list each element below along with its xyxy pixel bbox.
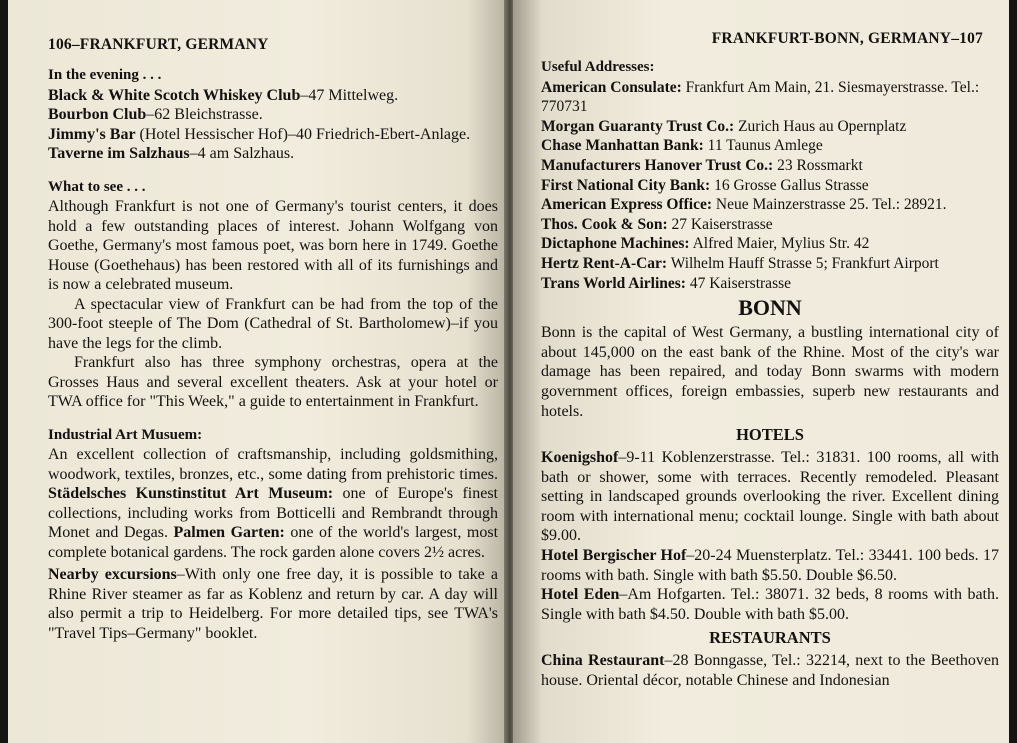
what-to-see-heading: What to see . . . (48, 178, 146, 195)
hotel-entry: Hotel Eden–Am Hofgarten. Tel.: 38071. 32 beds, 8 rooms with bath. Single with bath $4.50. Double with bath $5.00. (541, 586, 1000, 623)
evening-item: Black & White Scotch Whiskey Club–47 Mittelweg. (48, 86, 399, 104)
addresses-heading: Useful Addresses: (541, 59, 655, 75)
address-item: First National City Bank: 16 Grosse Gallus Strasse (541, 176, 869, 194)
address-item: Manufacturers Hanover Trust Co.: 23 Rossmarkt (541, 156, 863, 174)
right-page (513, 0, 1009, 743)
restaurant-entry: China Restaurant–28 Bonngasse, Tel.: 32214, next to the Beethoven house. Oriental décor, notable Chinese and Indonesian (541, 652, 999, 690)
excursions-paragraph: Nearby excursions–With only one free day, it is possible to take a Rhine River steamer as far as Koblenz and return by car. A day will also permit a trip to Heidelberg. For more detailed tips, see TWA's "Travel Tips–Germany" booklet. (48, 566, 498, 642)
address-item: Thos. Cook & Son: 27 Kaiserstrasse (541, 215, 773, 233)
body-paragraph: Although Frankfurt is not one of Germany's tourist centers, it does hold a few outstanding places of interest. Johann Wolfgang von Goethe, Germany's most famous poet, was born here in 1749. Goethe House (Goethehaus) has been restored with all of its furnishings and is now a celebrated museum. (48, 198, 498, 293)
address-item: Hertz Rent-A-Car: Wilhelm Hauff Strasse 5; Frankfurt Airport (541, 254, 939, 272)
evening-item: Jimmy's Bar (Hotel Hessischer Hof)–40 Friedrich-Ebert-Anlage. (48, 125, 471, 143)
hotels-heading: HOTELS (736, 425, 804, 445)
hotel-entry: Hotel Bergischer Hof–20-24 Muensterplatz. Tel.: 33441. 100 beds. 17 rooms with bath. Single with bath $5.50. Double $6.50. (541, 547, 999, 584)
evening-item: Taverne im Salzhaus–4 am Salzhaus. (48, 145, 295, 162)
running-head-right: FRANKFURT-BONN, GERMANY–107 (711, 30, 983, 47)
left-page (8, 0, 506, 743)
address-item: American Consulate: Frankfurt Am Main, 21. Siesmayerstrasse. Tel.: 770731 (541, 78, 980, 116)
address-item: Trans World Airlines: 47 Kaiserstrasse (541, 274, 792, 292)
bonn-heading: BONN (738, 295, 802, 321)
address-item: American Express Office: Neue Mainzerstrasse 25. Tel.: 28921. (541, 196, 947, 214)
bonn-paragraph: Bonn is the capital of West Germany, a bustling international city of about 145,000 on the east bank of the Rhine. Most of the city's war damage has been repaired, and today Bonn swarms with modern government offices, foreign embassies, superb new restaurants and hotels. (541, 324, 999, 420)
restaurants-heading: RESTAURANTS (709, 628, 831, 648)
address-item: Dictaphone Machines: Alfred Maier, Mylius Str. 42 (541, 235, 870, 253)
address-item: Morgan Guaranty Trust Co.: Zurich Haus au Opernplatz (541, 117, 907, 135)
body-paragraph: Frankfurt also has three symphony orchestras, opera at the Grosses Haus and several excellent theaters. Ask at your hotel or TWA office for "This Week," a guide to entertainment in Frankfurt. (48, 354, 498, 410)
body-paragraph: A spectacular view of Frankfurt can be had from the top of the 300-foot steeple of The Dom (Cathedral of St. Bartholomew)–if you have the legs for the climb. (48, 295, 498, 352)
address-item: Chase Manhattan Bank: 11 Taunus Amlege (541, 137, 823, 155)
hotel-entry: Koenigshof–9-11 Koblenzerstrasse. Tel.: 31831. 100 rooms, all with bath or shower, some with terraces. Recently remodeled. Pleasant setting in landscaped grounds overlooking the river. Excellent dining room with international menu; cocktail lounge. Single with bath about $9.00. (541, 449, 999, 545)
museum-paragraph: An excellent collection of craftsmanship, including goldsmithing, woodwork, textiles, bronzes, etc., some dating from prehistoric times. Städelsches Kunstinstitut Art Museum: one of Europe's finest collections, including works from Botticelli and Rembrandt through Monet and Degas. Palmen Garten: one of the world's largest, most complete botanical gardens. The rock garden alone covers 2½ acres. (48, 446, 499, 561)
running-head-left: 106–FRANKFURT, GERMANY (48, 36, 269, 53)
evening-heading: In the evening . . . (48, 67, 162, 83)
evening-item: Bourbon Club–62 Bleichstrasse. (48, 106, 263, 123)
museum-heading: Industrial Art Musuem: (48, 426, 203, 443)
